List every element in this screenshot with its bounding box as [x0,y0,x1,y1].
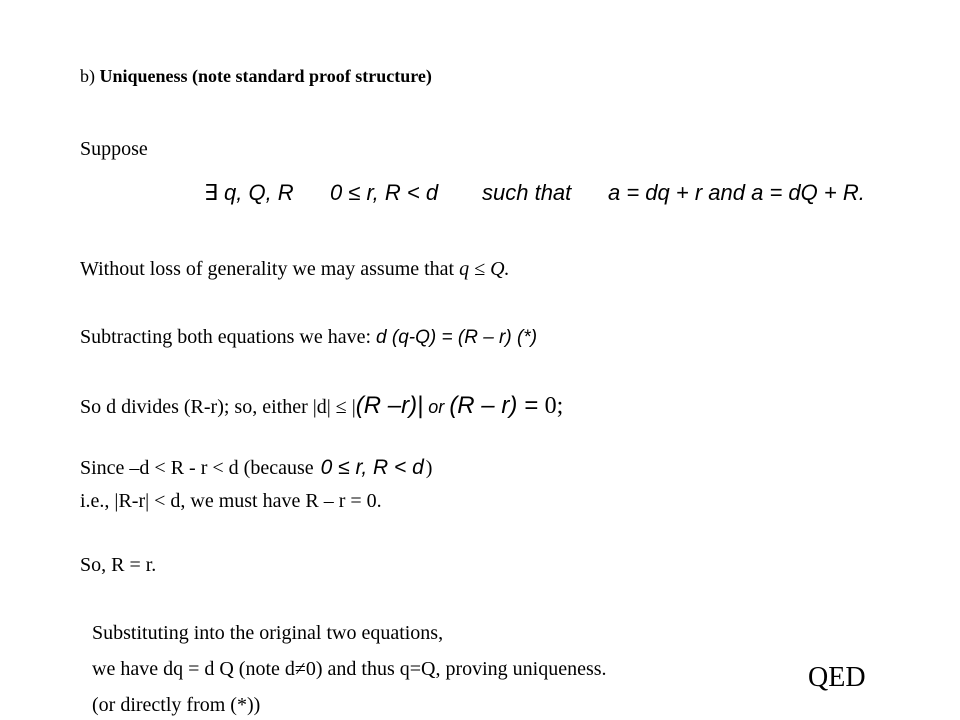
heading-title: Uniqueness (note standard proof structure) [99,66,432,86]
substituting-line-3: (or directly from (*)) [92,694,261,716]
wlog-expr: q ≤ Q. [459,258,510,280]
subtract-line [80,326,537,349]
divides-zero: 0; [544,393,564,419]
qed-label: QED [808,662,866,693]
divides-line [80,392,563,420]
suppose-label: Suppose [80,138,148,160]
divides-expr2: (R – r) = [449,392,545,419]
since-box: 0 ≤ r, R < d [320,456,424,479]
substituting-line-1: Substituting into the original two equations, [92,622,444,644]
section-heading [80,66,432,87]
ie-line: i.e., |R-r| < d, we must have R – r = 0. [80,490,382,512]
subtract-text: Subtracting both equations we have: [80,326,377,348]
divides-expr1: (R –r)| [355,392,424,419]
subtract-expr: d (q-Q) = (R – r) (*) [376,327,538,348]
since-close: ) [425,457,433,479]
since-line [80,456,432,480]
wlog-text: Without loss of generality we may assume that [80,258,460,280]
wlog-line [80,258,510,281]
divides-or: or [423,397,450,417]
equation-bounds: 0 ≤ r, R < d [330,180,439,205]
divides-text: So d divides (R-r); so, either |d| ≤ | [80,396,356,418]
so-r-line: So, R = r. [80,554,157,576]
equation-division: a = dq + r and a = dQ + R. [608,180,865,205]
equation-such-that: such that [482,180,572,205]
heading-prefix: b) [80,66,95,86]
since-text: Since –d < R - r < d (because [80,457,319,479]
substituting-line-2: we have dq = d Q (note d≠0) and thus q=Q, proving uniqueness. [92,658,607,680]
equation-exists: ∃ q, Q, R [204,180,294,205]
